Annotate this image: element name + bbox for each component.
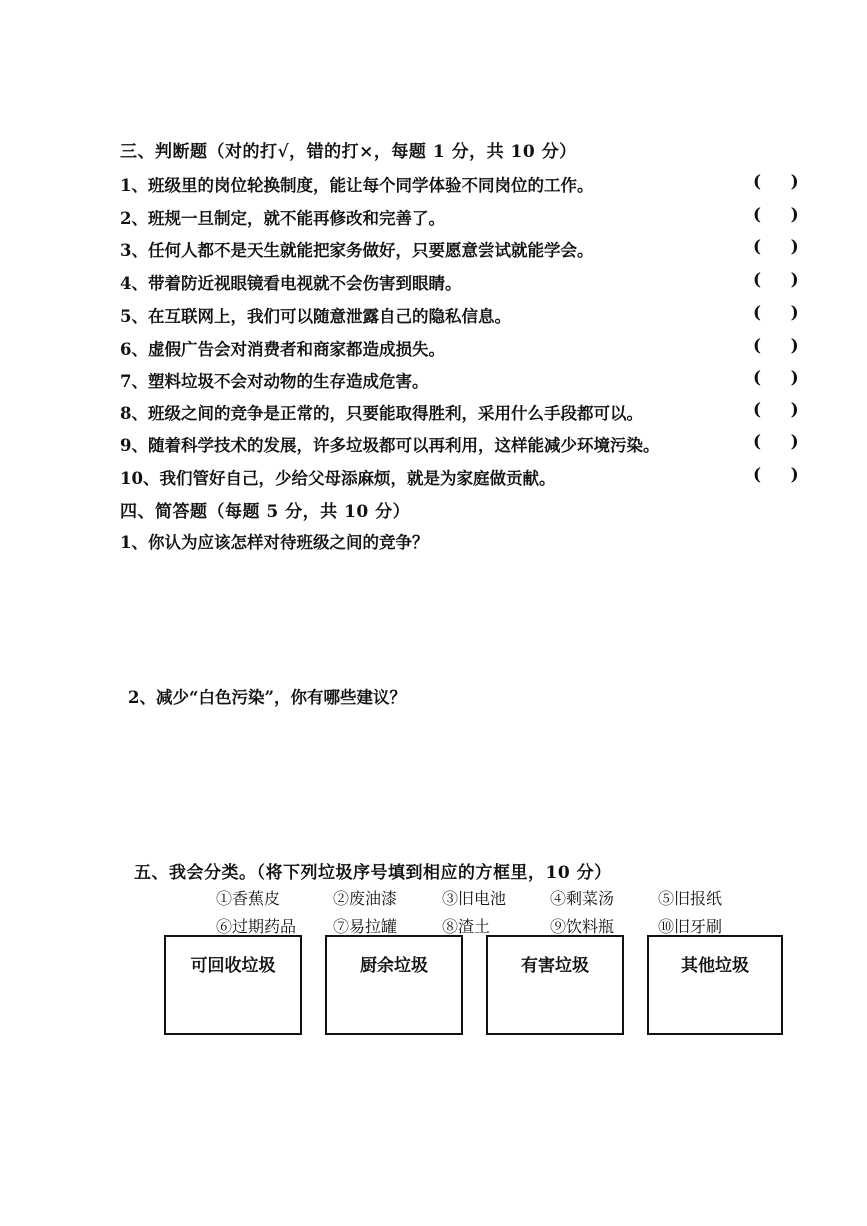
- garbage-items-row-1: [216, 886, 776, 910]
- judgment-question-6: [120, 336, 820, 362]
- answer-parentheses[interactable]: ( ): [753, 336, 799, 356]
- bin-label: 厨余垃圾: [360, 956, 428, 976]
- answer-parentheses[interactable]: ( ): [753, 465, 799, 485]
- section-4-heading: 四、简答题（每题 5 分，共 10 分）: [120, 502, 411, 522]
- section-3-heading: 三、判断题（对的打√，错的打×，每题 1 分，共 10 分）: [120, 142, 577, 162]
- short-answer-question-1: 1、你认为应该怎样对待班级之间的竞争？: [120, 533, 429, 552]
- question-text: 1、班级里的岗位轮换制度，能让每个同学体验不同岗位的工作。: [120, 176, 594, 195]
- question-text: 4、带着防近视眼镜看电视就不会伤害到眼睛。: [120, 274, 462, 293]
- garbage-item: ⑩旧牙刷: [658, 917, 723, 936]
- question-text: 7、塑料垃圾不会对动物的生存造成危害。: [120, 372, 429, 391]
- bin-label: 有害垃圾: [521, 956, 589, 976]
- question-text: 6、虚假广告会对消费者和商家都造成损失。: [120, 340, 445, 359]
- answer-area-1[interactable]: [120, 560, 800, 670]
- short-answer-question-2: 2、减少“白色污染”，你有哪些建议？: [128, 688, 406, 707]
- bin-label: 其他垃圾: [681, 956, 749, 976]
- answer-parentheses[interactable]: ( ): [753, 432, 799, 452]
- answer-parentheses[interactable]: ( ): [753, 303, 799, 323]
- hazardous-bin-box[interactable]: [486, 935, 624, 1035]
- recyclable-bin-box[interactable]: [164, 935, 302, 1035]
- answer-parentheses[interactable]: ( ): [753, 368, 799, 388]
- judgment-question-2: [120, 205, 820, 231]
- answer-parentheses[interactable]: ( ): [753, 400, 799, 420]
- answer-parentheses[interactable]: ( ): [753, 172, 799, 192]
- answer-parentheses[interactable]: ( ): [753, 237, 799, 257]
- judgment-question-1: [120, 172, 820, 198]
- question-text: 9、随着科学技术的发展，许多垃圾都可以再利用，这样能减少环境污染。: [120, 436, 660, 455]
- kitchen-waste-bin-box[interactable]: [325, 935, 463, 1035]
- garbage-item: ②废油漆: [333, 889, 398, 908]
- answer-parentheses[interactable]: ( ): [753, 270, 799, 290]
- judgment-question-9: [120, 432, 820, 458]
- judgment-question-4: [120, 270, 820, 296]
- question-text: 5、在互联网上，我们可以随意泄露自己的隐私信息。: [120, 307, 511, 326]
- garbage-item: ①香蕉皮: [216, 889, 281, 908]
- judgment-question-7: [120, 368, 820, 394]
- judgment-question-5: [120, 303, 820, 329]
- garbage-item: ⑧渣土: [442, 917, 491, 936]
- judgment-question-3: [120, 237, 820, 263]
- garbage-item: ⑦易拉罐: [333, 917, 398, 936]
- answer-parentheses[interactable]: ( ): [753, 205, 799, 225]
- bin-label: 可回收垃圾: [190, 956, 276, 976]
- garbage-item: ⑨饮料瓶: [550, 917, 615, 936]
- garbage-item: ③旧电池: [442, 889, 507, 908]
- question-text: 10、我们管好自己，少给父母添麻烦，就是为家庭做贡献。: [120, 469, 556, 488]
- judgment-question-10: [120, 465, 820, 491]
- garbage-item: ⑤旧报纸: [658, 889, 723, 908]
- question-text: 8、班级之间的竞争是正常的，只要能取得胜利，采用什么手段都可以。: [120, 404, 643, 423]
- answer-area-2[interactable]: [120, 715, 800, 845]
- question-text: 3、任何人都不是天生就能把家务做好，只要愿意尝试就能学会。: [120, 241, 594, 260]
- question-text: 2、班规一旦制定，就不能再修改和完善了。: [120, 209, 445, 228]
- garbage-item: ⑥过期药品: [216, 917, 297, 936]
- garbage-item: ④剩菜汤: [550, 889, 615, 908]
- section-5-heading: 五、我会分类。（将下列垃圾序号填到相应的方框里，10 分）: [134, 863, 612, 883]
- judgment-question-8: [120, 400, 820, 426]
- other-waste-bin-box[interactable]: [647, 935, 783, 1035]
